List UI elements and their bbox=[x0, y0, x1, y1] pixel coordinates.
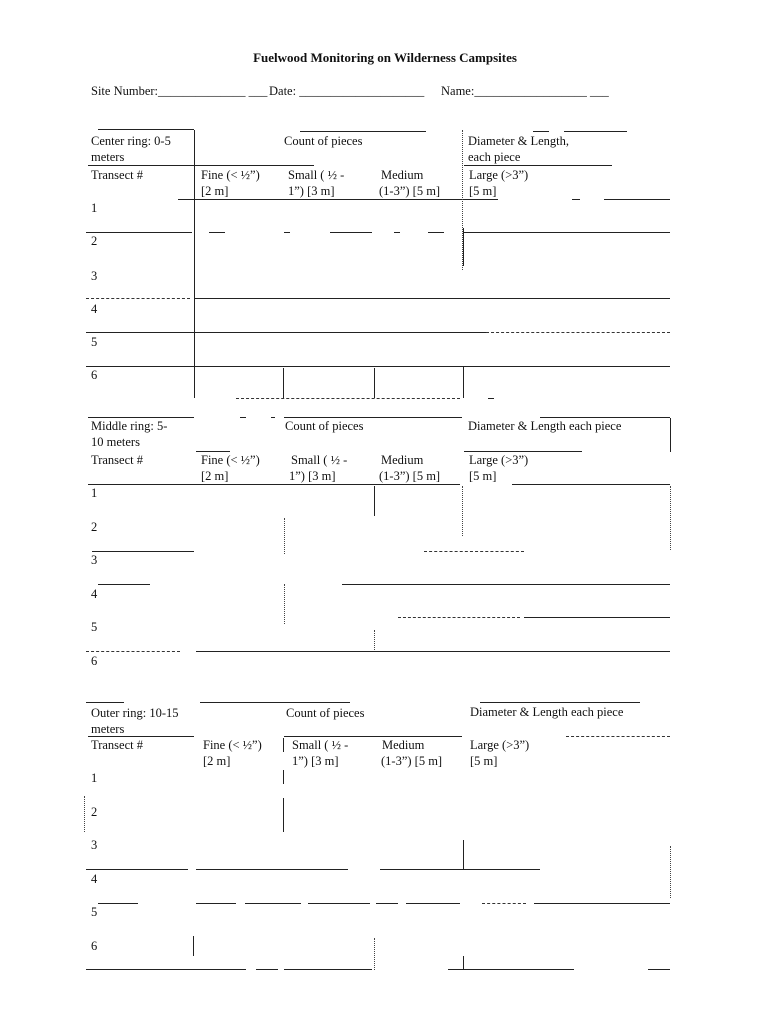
small-column-subheader: 1”) [3 m] bbox=[289, 469, 336, 483]
medium-column-subheader: (1-3”) [5 m] bbox=[379, 184, 441, 198]
transect-row-number: 2 bbox=[91, 805, 98, 819]
small-column-subheader: 1”) [3 m] bbox=[292, 754, 339, 768]
ring-label: Middle ring: 5- bbox=[91, 419, 168, 433]
site-number-field[interactable] bbox=[91, 84, 267, 99]
date-blank[interactable]: ____________________ bbox=[299, 84, 425, 98]
transect-row-number: 6 bbox=[91, 939, 98, 953]
name-blank[interactable]: __________________ ___ bbox=[474, 84, 609, 98]
transect-column-header: Transect # bbox=[91, 168, 143, 182]
large-column-subheader: [5 m] bbox=[470, 754, 498, 768]
transect-row-number: 1 bbox=[91, 771, 98, 785]
ring-label-2: meters bbox=[91, 722, 125, 736]
ring-label: Center ring: 0-5 bbox=[91, 134, 171, 148]
transect-row-number: 3 bbox=[91, 838, 98, 852]
name-field[interactable] bbox=[441, 84, 609, 99]
large-column-header: Large (>3”) bbox=[470, 738, 530, 752]
transect-row-number: 3 bbox=[91, 269, 98, 283]
transect-row-number: 2 bbox=[91, 234, 98, 248]
ring-label: Outer ring: 10-15 bbox=[91, 706, 179, 720]
count-of-pieces-heading: Count of pieces bbox=[284, 134, 363, 148]
ring-label-2: 10 meters bbox=[91, 435, 140, 449]
small-column-header: Small ( ½ - bbox=[288, 168, 345, 182]
large-column-header: Large (>3”) bbox=[469, 168, 529, 182]
small-column-header: Small ( ½ - bbox=[292, 738, 349, 752]
large-column-subheader: [5 m] bbox=[469, 184, 497, 198]
large-column-subheader: [5 m] bbox=[469, 469, 497, 483]
count-of-pieces-heading: Count of pieces bbox=[286, 706, 365, 720]
small-column-subheader: 1”) [3 m] bbox=[288, 184, 335, 198]
transect-row-number: 4 bbox=[91, 872, 98, 886]
fine-column-subheader: [2 m] bbox=[203, 754, 231, 768]
transect-row-number: 5 bbox=[91, 905, 98, 919]
medium-column-header: Medium bbox=[382, 738, 425, 752]
transect-row-number: 1 bbox=[91, 201, 98, 215]
name-label: Name: bbox=[441, 84, 475, 98]
transect-column-header: Transect # bbox=[91, 738, 143, 752]
large-column-header: Large (>3”) bbox=[469, 453, 529, 467]
transect-row-number: 4 bbox=[91, 302, 98, 316]
ring-label-2: meters bbox=[91, 150, 125, 164]
fine-column-header: Fine (< ½”) bbox=[201, 168, 260, 182]
count-of-pieces-heading: Count of pieces bbox=[285, 419, 364, 433]
small-column-header: Small ( ½ - bbox=[291, 453, 348, 467]
medium-column-header: Medium bbox=[381, 453, 424, 467]
fine-column-header: Fine (< ½”) bbox=[201, 453, 260, 467]
medium-column-subheader: (1-3”) [5 m] bbox=[381, 754, 443, 768]
diameter-length-heading: Diameter & Length each piece bbox=[470, 705, 624, 719]
transect-row-number: 6 bbox=[91, 654, 98, 668]
transect-row-number: 6 bbox=[91, 368, 98, 382]
site-number-label: Site Number: bbox=[91, 84, 159, 98]
transect-row-number: 5 bbox=[91, 620, 98, 634]
transect-column-header: Transect # bbox=[91, 453, 143, 467]
fine-column-header: Fine (< ½”) bbox=[203, 738, 262, 752]
diameter-length-heading: Diameter & Length, bbox=[468, 134, 570, 148]
fine-column-subheader: [2 m] bbox=[201, 469, 229, 483]
transect-row-number: 4 bbox=[91, 587, 98, 601]
site-number-blank[interactable]: ______________ ___ bbox=[158, 84, 268, 98]
medium-column-subheader: (1-3”) [5 m] bbox=[379, 469, 441, 483]
medium-column-header: Medium bbox=[381, 168, 424, 182]
transect-row-number: 2 bbox=[91, 520, 98, 534]
diameter-length-heading-2: each piece bbox=[468, 150, 521, 164]
diameter-length-heading: Diameter & Length each piece bbox=[468, 419, 622, 433]
fine-column-subheader: [2 m] bbox=[201, 184, 229, 198]
date-label: Date: bbox=[269, 84, 297, 98]
transect-row-number: 3 bbox=[91, 553, 98, 567]
date-field[interactable] bbox=[269, 84, 424, 99]
transect-row-number: 1 bbox=[91, 486, 98, 500]
transect-row-number: 5 bbox=[91, 335, 98, 349]
page-title: Fuelwood Monitoring on Wilderness Campsites bbox=[253, 50, 517, 65]
